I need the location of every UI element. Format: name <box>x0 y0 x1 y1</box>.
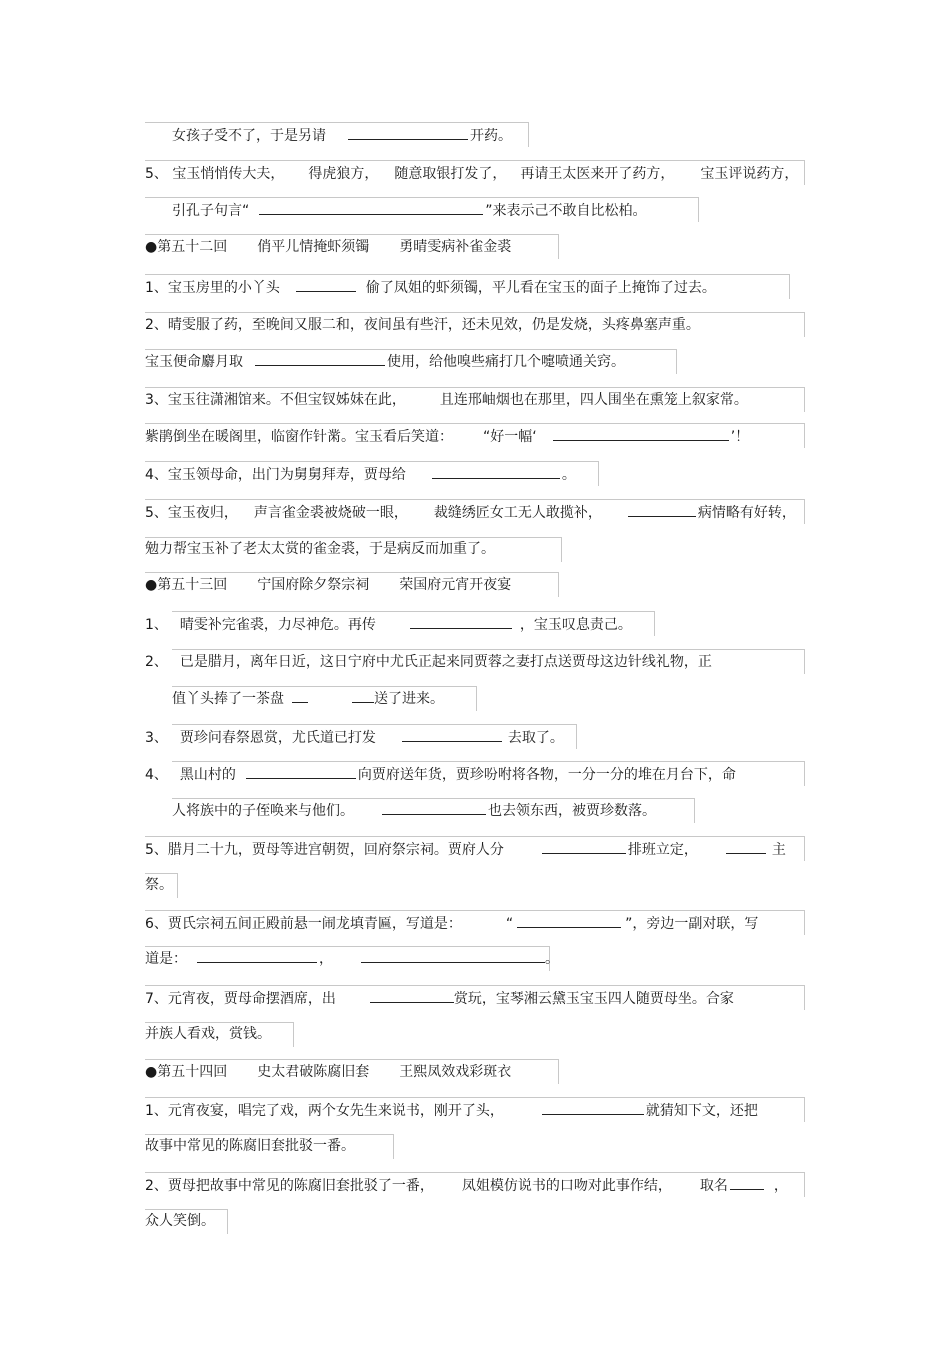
text-segment: 已是腊月，离年日近，这日宁府中尤氏正起来同贾蓉之妻打点送贾母这边针线礼物，正 <box>179 654 712 670</box>
text-segment: 3、 <box>145 730 168 746</box>
text-segment: 病情略有好转， <box>697 505 796 521</box>
question-text <box>145 988 734 1008</box>
text-segment: 5、腊月二十九，贾母等进宫朝贺，回府祭宗祠。贾府人分 <box>145 842 504 858</box>
text-segment: 2、 <box>145 654 168 670</box>
text-segment: 7、元宵夜，贾母命摆酒席，出 <box>145 991 336 1007</box>
question-text <box>145 1175 788 1195</box>
question-text <box>145 1100 758 1120</box>
text-segment: 俏平儿情掩虾须镯 <box>257 239 370 255</box>
answer-blank[interactable] <box>292 688 308 703</box>
text-segment: 。 <box>545 951 559 967</box>
chapter-heading <box>145 237 511 257</box>
answer-blank[interactable] <box>246 764 356 779</box>
answer-blank[interactable] <box>726 839 766 854</box>
text-segment: ”来表示己不敢自比松柏。 <box>485 203 647 219</box>
text-segment: ， <box>773 1178 788 1194</box>
text-segment: 6、贾氏宗祠五间正殿前悬一闹龙填青匾，写道是： <box>145 916 462 932</box>
text-segment: 1、元宵夜宴，唱完了戏，两个女先生来说书，刚开了头， <box>145 1103 504 1119</box>
text-segment: 送了进来。 <box>374 691 444 707</box>
text-segment: 晴雯补完雀裘，力尽神危。再传 <box>179 617 376 633</box>
text-segment: 道是： <box>145 951 187 967</box>
answer-blank[interactable] <box>553 426 729 441</box>
text-segment: 王熙凤效戏彩斑衣 <box>399 1064 512 1080</box>
question-text <box>145 1136 355 1156</box>
text-segment: 并族人看戏，赏钱。 <box>145 1026 271 1042</box>
text-segment: 勇晴雯病补雀金裘 <box>399 239 512 255</box>
text-segment: 1、宝玉房里的小丫头 <box>145 280 280 296</box>
question-text <box>145 277 716 297</box>
answer-blank[interactable] <box>542 1100 644 1115</box>
text-segment: 主 <box>771 842 786 858</box>
answer-blank[interactable] <box>255 351 385 366</box>
text-segment: 。 <box>561 467 576 483</box>
answer-blank[interactable] <box>361 948 545 963</box>
answer-blank[interactable] <box>402 727 502 742</box>
text-segment: ●第五十四回 <box>145 1064 228 1080</box>
text-segment: 女孩子受不了，于是另请 <box>172 128 326 144</box>
answer-blank[interactable] <box>352 688 374 703</box>
text-segment: 引孔子句言“ <box>172 203 250 219</box>
question-text <box>145 652 712 672</box>
answer-blank[interactable] <box>259 200 483 215</box>
question-text <box>172 200 647 220</box>
text-segment: ， <box>319 951 333 967</box>
text-segment: 值丫头捧了一茶盘 <box>172 691 284 707</box>
text-segment: 裁缝绣匠女工无人敢揽补， <box>433 505 602 521</box>
text-segment: 就猜知下文，还把 <box>645 1103 758 1119</box>
question-text <box>145 426 749 446</box>
answer-blank[interactable] <box>410 614 512 629</box>
text-segment: 2、贾母把故事中常见的陈腐旧套批驳了一番， <box>145 1178 434 1194</box>
text-segment: 4、宝玉领母命，出门为舅舅拜寿，贾母给 <box>145 467 406 483</box>
answer-blank[interactable] <box>382 800 486 815</box>
text-segment: 赏玩，宝琴湘云黛玉宝玉四人随贾母坐。合家 <box>453 991 734 1007</box>
question-text <box>145 351 625 371</box>
text-segment: 荣国府元宵开夜宴 <box>399 577 512 593</box>
question-text <box>145 502 796 522</box>
question-text <box>145 727 564 747</box>
answer-blank[interactable] <box>348 125 468 140</box>
text-segment: 5、宝玉夜归， <box>145 505 238 521</box>
answer-blank[interactable] <box>517 913 621 928</box>
text-segment: 随意取银打发了， <box>394 166 507 182</box>
question-text <box>145 614 632 634</box>
text-segment: 凤姐模仿说书的口吻对此事作结， <box>461 1178 672 1194</box>
question-text <box>145 1024 271 1044</box>
text-segment: 1、 <box>145 617 168 633</box>
text-segment: 使用，给他嗅些痛打几个嚏喷通关窍。 <box>387 354 625 370</box>
text-segment: 4、 <box>145 767 168 783</box>
question-text <box>145 164 798 184</box>
answer-blank[interactable] <box>370 988 454 1003</box>
question-text <box>145 315 700 335</box>
text-segment: 贾珍问春祭恩赏，尤氏道已打发 <box>179 730 376 746</box>
text-segment: 祭。 <box>145 877 173 893</box>
text-segment: 紫鹃倒坐在暖阁里，临窗作针黹。宝玉看后笑道： <box>145 429 453 445</box>
text-segment: ，宝玉叹息责己。 <box>519 617 632 633</box>
text-segment: 史太君破陈腐旧套 <box>257 1064 370 1080</box>
text-segment: ’！ <box>730 429 750 445</box>
question-text <box>172 688 444 708</box>
question-text <box>172 125 512 145</box>
text-segment: 再请王太医来开了药方， <box>520 166 675 182</box>
text-segment: 5、 宝玉悄悄传大夫， <box>145 166 285 182</box>
question-text <box>145 948 559 968</box>
text-segment: 也去领东西，被贾珍数落。 <box>488 803 656 819</box>
text-segment: 且连邢岫烟也在那里，四人围坐在熏笼上叙家常。 <box>439 392 748 408</box>
question-text <box>145 875 173 895</box>
text-segment: 勉力帮宝玉补了老太太赏的雀金裘，于是病反而加重了。 <box>145 541 495 557</box>
answer-blank[interactable] <box>197 948 317 963</box>
question-text <box>145 1211 215 1231</box>
answer-blank[interactable] <box>296 277 356 292</box>
answer-blank[interactable] <box>628 502 696 517</box>
text-segment: ●第五十三回 <box>145 577 228 593</box>
text-segment: 取名 <box>699 1178 728 1194</box>
text-segment: 开药。 <box>470 128 512 144</box>
question-text <box>145 913 758 933</box>
question-text <box>145 839 786 859</box>
text-segment: 宝玉评说药方， <box>700 166 799 182</box>
chapter-heading <box>145 575 511 595</box>
text-segment: ”，旁边一副对联，写 <box>625 916 759 932</box>
question-text <box>145 390 748 410</box>
question-text <box>145 464 576 484</box>
text-segment: 宁国府除夕祭宗祠 <box>257 577 370 593</box>
text-segment: 故事中常见的陈腐旧套批驳一番。 <box>145 1138 355 1154</box>
text-segment: ●第五十二回 <box>145 239 228 255</box>
text-segment: 2、晴雯服了药，至晚间又服二和，夜间虽有些汗，还未见效，仍是发烧，头疼鼻塞声重。 <box>145 317 700 333</box>
text-segment: 得虎狼方， <box>308 166 379 182</box>
text-segment: 人将族中的子侄唤来与他们。 <box>172 803 354 819</box>
answer-blank[interactable] <box>432 464 560 479</box>
text-segment: 黑山村的 <box>179 767 236 783</box>
text-segment: 去取了。 <box>507 730 564 746</box>
text-segment: 偷了凤姐的虾须镯，平儿看在宝玉的面子上掩饰了过去。 <box>365 280 716 296</box>
answer-blank[interactable] <box>730 1175 764 1190</box>
text-segment: 声言雀金裘被烧破一眼， <box>253 505 408 521</box>
text-segment: 向贾府送年货，贾珍吩咐将各物，一分一分的堆在月台下，命 <box>357 767 736 783</box>
text-segment: 3、宝玉往潇湘馆来。不但宝钗姊妹在此， <box>145 392 406 408</box>
text-segment: 排班立定， <box>627 842 698 858</box>
answer-blank[interactable] <box>542 839 626 854</box>
text-segment: “好一幅‘ <box>483 429 537 445</box>
question-text <box>145 539 495 559</box>
question-text <box>172 800 656 820</box>
text-segment: “ <box>505 916 514 932</box>
question-text <box>145 764 736 784</box>
text-segment: 宝玉便命麝月取 <box>145 354 243 370</box>
chapter-heading <box>145 1062 511 1082</box>
text-segment: 众人笑倒。 <box>145 1213 215 1229</box>
